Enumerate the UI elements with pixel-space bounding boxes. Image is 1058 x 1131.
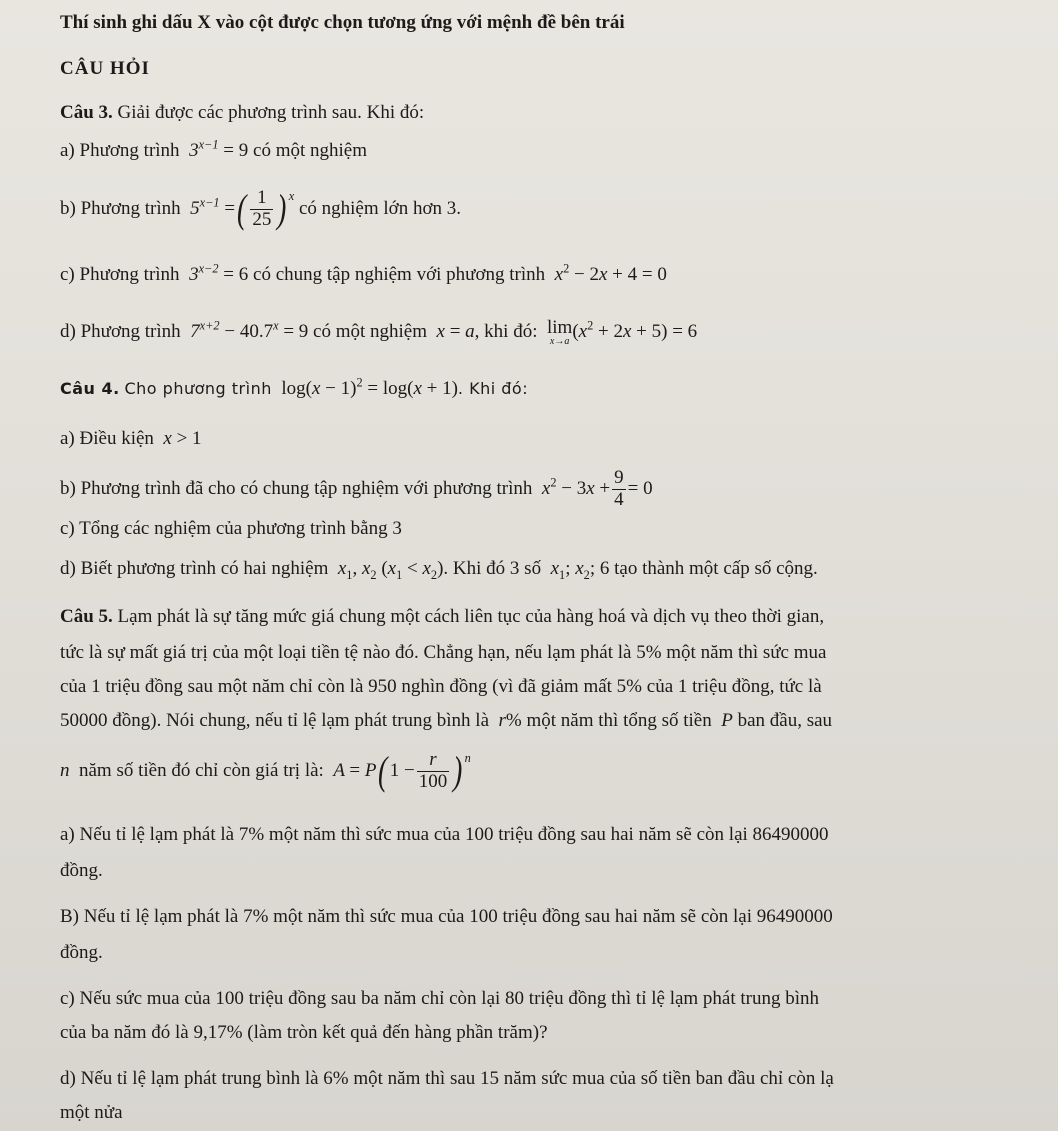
q4-b-pre: b) Phương trình đã cho có chung tập nghiệm với phương trình — [60, 477, 533, 499]
q3-d-mid: có một nghiệm — [313, 320, 428, 342]
q3-c-equation: $3^{x-2} = 6$ — [184, 261, 249, 285]
q5-line-4 — [60, 710, 832, 733]
q4-item-b — [60, 468, 653, 511]
q3-b-pre: b) Phương trình — [60, 197, 181, 219]
q3-title: Câu 3. — [60, 102, 113, 123]
q4-text: Cho phương trình — [124, 379, 272, 398]
q5-l1: Lạm phát là sự tăng mức giá chung một cách liên tục của hàng hoá và dịch vụ theo thời gian, — [117, 606, 825, 627]
q4-a-pre: a) Điều kiện — [60, 428, 154, 449]
q3-item-d — [60, 318, 697, 347]
q3-item-b — [60, 188, 461, 231]
q3-c-mid: có chung tập nghiệm với phương trình — [253, 264, 546, 285]
q5-line-3: của 1 triệu đồng sau một năm chỉ còn là 950 nghìn đồng (vì đã giảm mất 5% của 1 triệu đồng, tức là — [60, 676, 822, 697]
q3-b-post: có nghiệm lớn hơn 3. — [298, 197, 462, 219]
q5-line-2: tức là sự mất giá trị của một loại tiền tệ nào đó. Chẳng hạn, nếu lạm phát là 5% một năm thì sức mua — [60, 642, 827, 663]
section-title: CÂU HỎI — [60, 58, 150, 79]
q4-text-post: . Khi đó: — [457, 379, 529, 398]
q4-item-a — [60, 428, 202, 451]
q4-d-sequence: $x_1$; $x_2$; 6 — [545, 558, 610, 582]
q5-l4-r: r — [493, 710, 506, 731]
q5-l5-n: n — [60, 759, 75, 781]
q3-d-equation: $7^{x+2} - 40.7^x = 9$ — [185, 318, 309, 342]
q4-d-post: tạo thành một cấp số cộng. — [614, 558, 818, 579]
q3-heading — [60, 102, 424, 125]
q5-formula: A = P( 1 − $\frac{r}{100}$ ) $^n$ — [328, 748, 471, 794]
q5-item-a-line1: a) Nếu tỉ lệ lạm phát là 7% một năm thì sức mua của 100 triệu đồng sau hai năm sẽ còn lại 86490000 — [60, 824, 829, 845]
q4-equation: $\log(x - 1)^2 = \log(x + 1)$ — [281, 375, 458, 399]
q5-item-a-line2: đồng. — [60, 860, 103, 881]
q4-item-d — [60, 558, 818, 581]
q5-l4-p: P — [716, 710, 733, 731]
q4-d-mid: . Khi đó 3 số — [443, 558, 542, 579]
q5-line-5 — [60, 750, 471, 793]
q4-d-pre: d) Biết phương trình có hai nghiệm — [60, 558, 329, 579]
q5-item-b-line1: B) Nếu tỉ lệ lạm phát là 7% một năm thì sức mua của 100 triệu đồng sau hai năm sẽ còn lại 96490000 — [60, 906, 833, 927]
q3-a-pre: a) Phương trình — [60, 140, 180, 161]
q4-d-roots: $x_1$, $x_2$ $(x_1 < x_2)$ — [333, 558, 444, 582]
q5-item-d-line1: d) Nếu tỉ lệ lạm phát trung bình là 6% một năm thì sau 15 năm sức mua của số tiền ban đầu chỉ còn lạ — [60, 1068, 834, 1089]
q3-d-mid2: , khi đó: — [474, 320, 538, 342]
q3-c-pre: c) Phương trình — [60, 264, 180, 285]
q3-d-x-equals-a: x = a — [431, 320, 475, 342]
q3-a-equation: $3^{x-1} = 9$ — [184, 137, 249, 161]
q4-heading — [60, 375, 529, 401]
q5-l4-mid: % một năm thì tổng số tiền — [505, 710, 712, 731]
q3-c-equation2: $x^2 - 2x + 4 = 0$ — [549, 261, 667, 285]
q3-d-limit: lim x→a $(x^2 + 2x + 5) = 6$ — [546, 317, 698, 347]
q5-line-1 — [60, 606, 824, 629]
instruction-text: Thí sinh ghi dấu X vào cột được chọn tương ứng với mệnh đề bên trái — [60, 12, 625, 33]
q5-item-c-line1: c) Nếu sức mua của 100 triệu đồng sau ba năm chỉ còn lại 80 triệu đồng thì tỉ lệ lạm phát trung bình — [60, 988, 820, 1009]
q5-item-b-line2: đồng. — [60, 942, 103, 963]
q5-l4-pre: 50000 đồng). Nói chung, nếu tỉ lệ lạm phát trung bình là — [60, 710, 490, 731]
q3-item-c — [60, 261, 667, 287]
q3-d-pre: d) Phương trình — [60, 320, 181, 342]
q3-b-equation: $5^{x-1}$ =( $\frac{1}{25}$ ) $^x$ — [185, 186, 295, 232]
q5-l5-mid: năm số tiền đó chỉ còn giá trị là: — [79, 759, 324, 781]
q4-item-c: c) Tổng các nghiệm của phương trình bằng 3 — [60, 518, 402, 539]
q5-item-d-line2: một nửa — [60, 1102, 123, 1123]
q4-b-equation: $x^2 - 3x$ + $\frac{9}{4}$ = 0 — [537, 467, 653, 510]
q5-l4-post: ban đầu, sau — [737, 710, 833, 731]
q3-item-a — [60, 137, 367, 163]
q5-title: Câu 5. — [60, 606, 113, 627]
q5-item-c-line2: của ba năm đó là 9,17% (làm tròn kết quả đến hàng phần trăm)? — [60, 1022, 548, 1043]
q4-title: Câu 4. — [60, 379, 120, 398]
q3-text: Giải được các phương trình sau. Khi đó: — [117, 102, 425, 123]
q4-a-condition: x > 1 — [158, 428, 202, 449]
q3-a-post: có một nghiệm — [253, 140, 367, 161]
